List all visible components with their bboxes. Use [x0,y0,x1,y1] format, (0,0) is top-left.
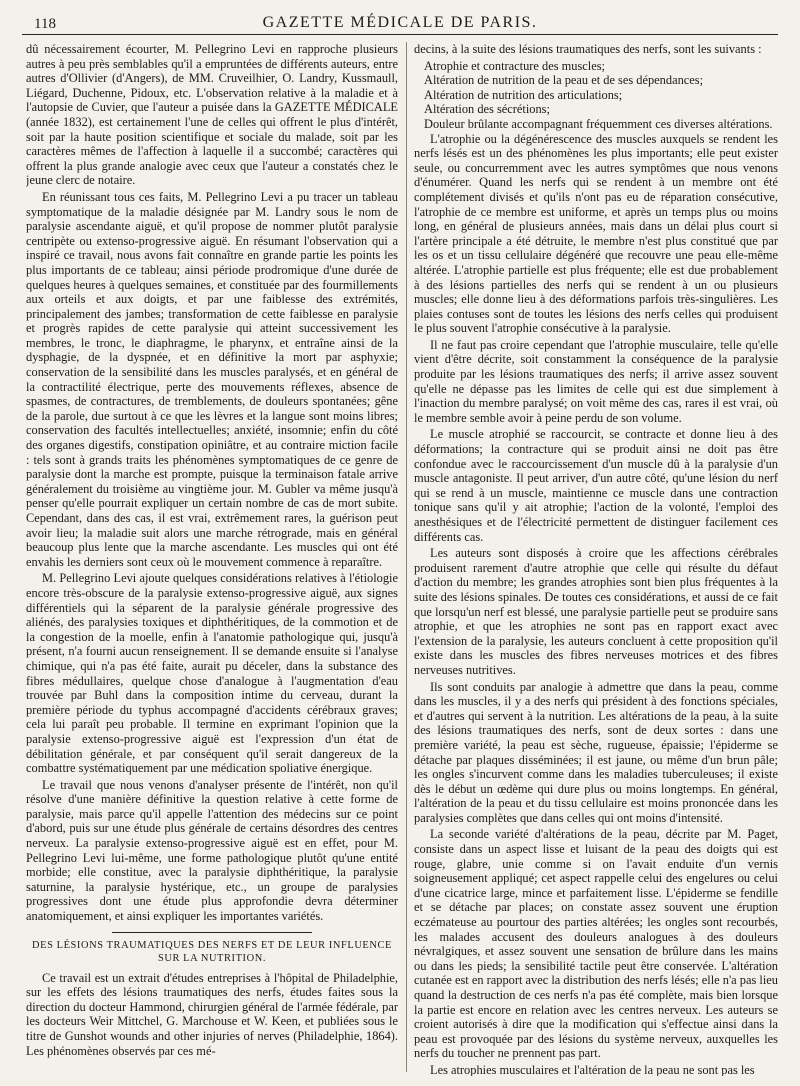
right-column [414,42,778,1076]
paragraph: Ce travail est un extrait d'études entreprises à l'hôpital de Philadelphie, sur les effets des lésions traumatiques des nerfs, études faites sous la direction du docteur Hammond, chirurgien général de l'armée fédérale, par les docteurs Weir Mittchel, G. Marchouse et W. Keen, et publiées sous le titre de Gunshot wounds and other injuries of nerves (Philadelphie, 1864). Les phénomènes observés par ces mé- [26,970,398,1058]
list-item: Altération de nutrition des articulations; [424,87,623,102]
paragraph: La seconde variété d'altérations de la peau, décrite par M. Paget, consiste dans un aspect lisse et luisant de la peau des doigts qui est rouge, glabre, unie comme si on l'avait enduite d'un vernis soigneusement appliqué; cet aspect rappelle celui des engelures ou celui d'une cicatrice large, mince et parfaitement lisse. L'épiderme se fendille et se détache par places; on constate assez souvent une éruption eczémateuse au pourtour des parties altérées; les ongles sont recourbés, les malades accusent des douleurs analogues à des douleurs névralgiques, et assez souvent une sensation de brûlure dans les mains ou dans les pieds; la sensibilité tactile peut être conservée. L'altération cutanée est en rapport avec la distribution des nerfs lésés; elle n'a pas lieu quand la destruction de ces nerfs n'a pas été complète, mais bien lorsque la partie est encore en relation avec les centres nerveux. Les auteurs se croient autorisés à dire que la modification qui s'effectue ainsi dans la peau est provoquée par des lésions du système nerveux, auxquelles les nerfs du toucher ne prennent pas part. [414,827,778,1061]
paragraph: Il ne faut pas croire cependant que l'atrophie musculaire, telle qu'elle vient d'être décrite, soit constamment la conséquence de la paralysie produite par les lésions traumatiques des nerfs; il arrive assez souvent qu'elle ne dépasse pas les limites de celle qui est due simplement à l'inaction du membre paralysé; on voit même des cas, rares il est vrai, où le membre semble avoir à peine perdu de son volume. [414,337,778,425]
section-title: DES LÉSIONS TRAUMATIQUES DES NERFS ET DE LEUR INFLUENCE SUR LA NUTRITION. [32,939,392,964]
column-divider [406,42,407,1072]
paragraph: dû nécessairement écourter, M. Pellegrino Levi en rapproche plusieurs autres à peu près semblables qu'il a empruntées de différents auteurs, entre autres d'Ollivier (d'Angers), de MM. Cruveilhier, O. Landry, Kussmaull, Liégard, Duchenne, Pidoux, etc. L'observation relative à la maladie et à l'autopsie de Cuvier, que l'auteur a puisée dans la GAZETTE MÉDICALE (année 1832), est certainement l'une de celles qui offrent le plus d'intérêt, soit par la haute position scientifique et sociale du malade, soit par les caractères mêmes de l'affection à laquelle il a succombé; caractères qui offrent la plus grande analogie avec ceux que l'auteur a constatés chez le jeune clerc de notaire. [26,42,398,188]
page-number: 118 [34,16,56,32]
paragraph: Les auteurs sont disposés à croire que les affections cérébrales produisent rarement d'autre atrophie que celle qui résulte du défaut d'action du membre; les grandes atrophies sont bien plus fréquentes à la suite des lésions spinales. De toutes ces considérations, et aussi de ce fait que lorsqu'un nerf est blessé, une paralysie partielle peut se produire sans atrophie, et que les atrophies ne sont pas en rapport exact avec l'extension de la paralysie, les auteurs concluent à cette proposition qu'il existe dans les muscles des fibres nerveuses motrices et des fibres nerveuses nutritives. [414,546,778,677]
paragraph: Le muscle atrophié se raccourcit, se contracte et donne lieu à des déformations; la contracture qui se produit ainsi ne doit pas être confondue avec le raccourcissement d'un muscle dû à la paralysie d'un muscle antagoniste. Il peut arriver, d'un autre côté, qu'une lésion du nerf qui se rend à un muscle, maintienne ce muscle dans une contraction tonique sans qu'il y ait atrophie; l'action de la volonté, l'emploi des anesthésiques et de l'électricité permettent de distinguer facilement ces différents cas. [414,427,778,544]
list-item: Altération des sécrétions; [424,102,550,117]
paragraph: Le travail que nous venons d'analyser présente de l'intérêt, non qu'il résolve d'une manière définitive la question relative à cette forme de paralysie, mais parce qu'il appelle l'attention des médecins sur ce point d'abord, puis sur une étude plus générale de certains désordres des centres nerveux. La paralysie extenso-progressive aiguë est en effet, pour M. Pellegrino Levi lui-même, une forme pathologique plutôt qu'une entité morbide; elle constitue, avec la paralysie diphthéritique, la paralysie saturnine, la paralysie hystérique, etc., un groupe de paralysies progressives dont une étude plus approfondie devra déterminer anatomiquement, et ainsi expliquer les importantes variétés. [26,777,398,924]
paragraph: M. Pellegrino Levi ajoute quelques considérations relatives à l'étiologie encore très-obscure de la paralysie extenso-progressive aiguë, aux signes différentiels qui la séparent de la paralysie générale progressive des aliénés, des paralysies toxiques et diphthéritiques, de la commotion et de la congestion de la moelle, enfin à l'anatomie pathologique qui, jusqu'à présent, n'a fourni aucun renseignement. Il se demande ensuite si l'analyse chimique, qui n'a pas été faite, aurait pu déceler, dans la substance des fibres médullaires, quelque chose d'analogue à l'augmentation d'eau trouvée par Buhl dans la composition intime du cerveau, durant la première période du typhus accompagné d'accidents cérébraux graves; cela lui paraît peu probable. Il termine en exprimant l'opinion que la paralysie extenso-progressive aiguë est l'expression d'un état de débilitation générale, et par conséquent qu'il serait dangereux de la combattre systématiquement par une médication spoliative énergique. [26,571,398,776]
paragraph: Les atrophies musculaires et l'altération de la peau ne sont pas les [430,1062,755,1076]
page-header [22,8,778,35]
paragraph: Ils sont conduits par analogie à admettre que dans la peau, comme dans les muscles, il y a des nerfs qui président à des fonctions spéciales, et d'autres qui servent à la nutrition. Les altérations de la peau, à la suite des lésions traumatiques des nerfs, sont de deux sortes : dans une première variété, la peau est sèche, rugueuse, épaissie; l'épiderme se détache par plaques disséminées; il est jaune, ou même d'un brun pâle; les ongles s'incurvent comme dans les maladies tuberculeuses; il existe dès le début un œdème qui dure plus ou moins longtemps. En général, l'altération de la peau et du tissu cellulaire est moins prononcée dans les paralysies complètes que dans celles qui ont moins d'intensité. [414,679,778,825]
paragraph: decins, à la suite des lésions traumatiques des nerfs, sont les suivants : [414,42,762,56]
list-item: Atrophie et contracture des muscles; [424,58,605,73]
running-title: GAZETTE MÉDICALE DE PARIS. [262,14,538,31]
left-column [26,42,398,1076]
paragraph: L'atrophie ou la dégénérescence des muscles auxquels se rendent les nerfs lésés est un des phénomènes les plus importants; elle peut exister seule, ou concurremment avec les autres symptômes que nous venons d'énumérer. Quand les nerfs qui se rendent à un membre ont été complétement divisés et qu'ils n'ont pas eu de réparation consécutive, l'atrophie de ce membre est uniforme, et après un temps plus ou moins long, en général de plusieurs années, mais dans un délai plus court si l'artère principale a été détruite, le membre n'est plus constitué que par les os et un tissu cellulaire dégénéré que recouvre une peau elle-même altérée. L'atrophie partielle est plus fréquente; elle est due probablement à des lésions partielles des nerfs qui se rendent à un ou plusieurs muscles; elle donne lieu à des déformations parfois très-singulières. Les plaies contuses sont de toutes les lésions des nerfs celles qui produisent le plus souvent l'atrophie consécutive à la paralysie. [414,131,778,336]
list-item: Douleur brûlante accompagnant fréquemment ces diverses altérations. [424,116,773,131]
paragraph: En réunissant tous ces faits, M. Pellegrino Levi a pu tracer un tableau symptomatique de la maladie désignée par M. Landry sous le nom de paralysie ascendante aiguë, et qu'il propose de nommer plutôt paralysie centripète ou extenso-progressive aiguë. En résumant l'observation qui a inspiré ce travail, nous avons fait connaître en grande partie les points les plus importants de ce tableau; ainsi période prodromique d'une durée de quelques heures à quelques semaines, et constituée par des fourmillements aux orteils et aux doigts, et par une faiblesse des extrémités, principalement des jambes; transformation de cette faiblesse en paralysie et progrès rapides de cette paralysie qui atteint successivement les membres, le tronc, le diaphragme, le pharynx, et entraîne ainsi de la dysphagie, de la dyspnée, et en définitive la mort par asphyxie; conservation de la sensibilité dans les muscles paralysés, et en général de la contractilité électrique, perte des mouvements réflexes, absence de spasmes, de contractures, de tremblements, de douleurs spontanées; gêne de la parole, due surtout à ce que les lèvres et la langue sont moins libres; conservation des facultés intellectuelles; anxiété, insomnie; enfin du côté des organes digestifs, constipation opiniâtre, et au contraire miction facile : tels sont à grands traits les phénomènes symptomatiques de ce genre de paralysie dont la marche est prompte, puisque la terminaison fatale arrive généralement du troisième au vingtième jour. M. Gubler va même jusqu'à penser qu'elle pourrait expliquer un certain nombre de cas de mort subite. Cependant, dans des cas, il est vrai, extrêmement rares, la guérison peut avoir lieu; la maladie suit alors une marche rétrograde, mais en général beaucoup plus lente que la marche ascendante. Les muscles qui ont été envahis les derniers sont ceux où le mouvement commence à reparaître. [26,189,398,569]
section-divider [112,932,312,933]
list-item: Altération de nutrition de la peau et de ses dépendances; [424,73,704,88]
